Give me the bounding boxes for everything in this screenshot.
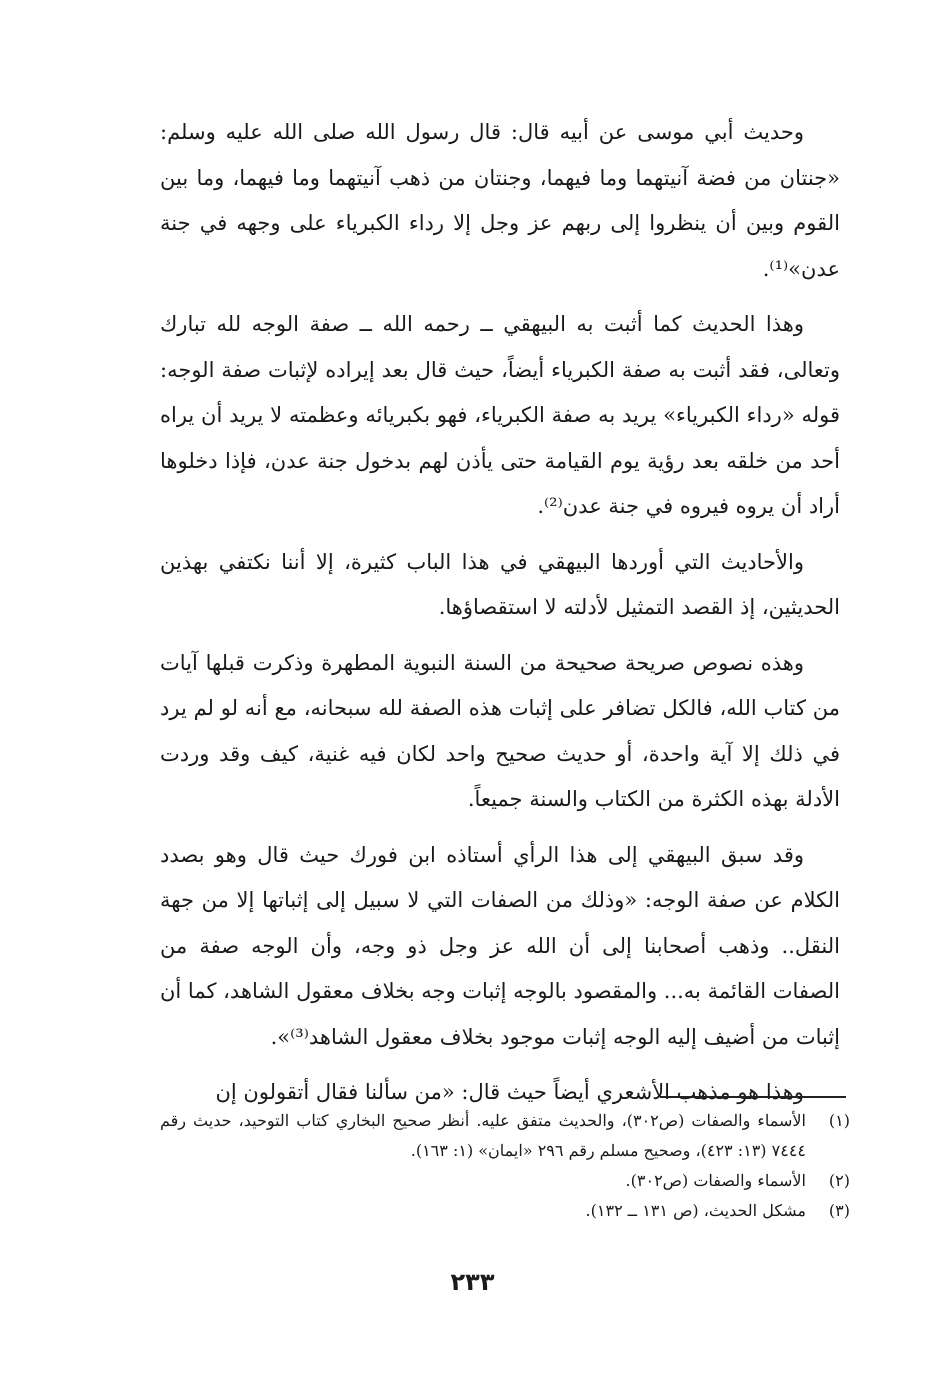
footnote-number: (٢) [828, 1171, 850, 1190]
paragraph-3: والأحاديث التي أوردها البيهقي في هذا الباب كثيرة، إلا أننا نكتفي بهذين الحديثين، إذ القصد التمثيل لأدلته لا استقصاؤها. [160, 549, 840, 619]
footnote-1 [160, 1106, 850, 1166]
footnotes [160, 1106, 850, 1226]
footnote-separator [660, 1096, 846, 1098]
footnote-number: (٣) [828, 1201, 850, 1220]
footnote-number: (١) [828, 1111, 850, 1130]
footnote-text: مشكل الحديث، (ص ١٣١ ــ ١٣٢). [585, 1201, 806, 1220]
paragraph-2: وهذا الحديث كما أثبت به البيهقي ــ رحمه الله ــ صفة الوجه لله تبارك وتعالى، فقد أثبت به صفة الكبرياء أيضاً، حيث قال بعد إيراده لإثبات صفة الوجه: قوله «رداء الكبرياء» يريد به صفة الكبرياء، فهو بكبريائه وعظمته لا يريد أن يراه أحد من خلقه بعد رؤية يوم القيامة حتى يأذن لهم بدخول جنة عدن، فإذا دخلوها أراد أن يروه فيروه في جنة عدن⁽²⁾. [160, 312, 840, 518]
paragraph-1: وحديث أبي موسى عن أبيه قال: قال رسول الله صلى الله عليه وسلم: «جنتان من فضة آنيتهما وما فيهما، وجنتان من ذهب آنيتهما وما فيهما، وما بين القوم وبين أن ينظروا إلى ربهم عز وجل إلا رداء الكبرياء على وجهه في جنة عدن»⁽¹⁾. [160, 120, 840, 281]
paragraph-5: وقد سبق البيهقي إلى هذا الرأي أستاذه ابن فورك حيث قال وهو بصدد الكلام عن صفة الوجه: «وذلك من الصفات التي لا سبيل إلى إثباتها إلا من جهة النقل.. وذهب أصحابنا إلى أن الله عز وجل ذو وجه، وأن الوجه صفة من الصفات القائمة به... والمقصود بالوجه إثبات وجه بخلاف معقول الشاهد، كما أن إثبات من أضيف إليه الوجه إثبات موجود بخلاف معقول الشاهد⁽³⁾». [160, 842, 840, 1049]
page-number: ٢٣٣ [450, 1268, 495, 1296]
paragraph-4: وهذه نصوص صريحة صحيحة من السنة النبوية المطهرة وذكرت قبلها آيات من كتاب الله، فالكل تضافر على إثبات هذه الصفة لله سبحانه، مع أنه لو لم يرد في ذلك إلا آية واحدة، أو حديث صحيح واحد لكان فيه غنية، كيف وقد وردت الأدلة بهذه الكثرة من الكتاب والسنة جميعاً. [160, 650, 840, 811]
footnote-text: الأسماء والصفات (ص٣٠٢). [625, 1171, 806, 1190]
main-text [160, 110, 840, 1116]
footnote-3 [160, 1196, 850, 1226]
paragraph-6: وهذا هو مذهب الأشعري أيضاً حيث قال: «من سألنا فقال أتقولون إن [215, 1080, 804, 1104]
footnote-text: الأسماء والصفات (ص٣٠٢)، والحديث متفق عليه. أنظر صحيح البخاري كتاب التوحيد، حديث رقم ٧٤٤٤ (١٣: ٤٢٣)، وصحيح مسلم رقم ٢٩٦ «ايمان» (١: ١٦٣). [160, 1111, 807, 1160]
footnote-2 [160, 1166, 850, 1196]
